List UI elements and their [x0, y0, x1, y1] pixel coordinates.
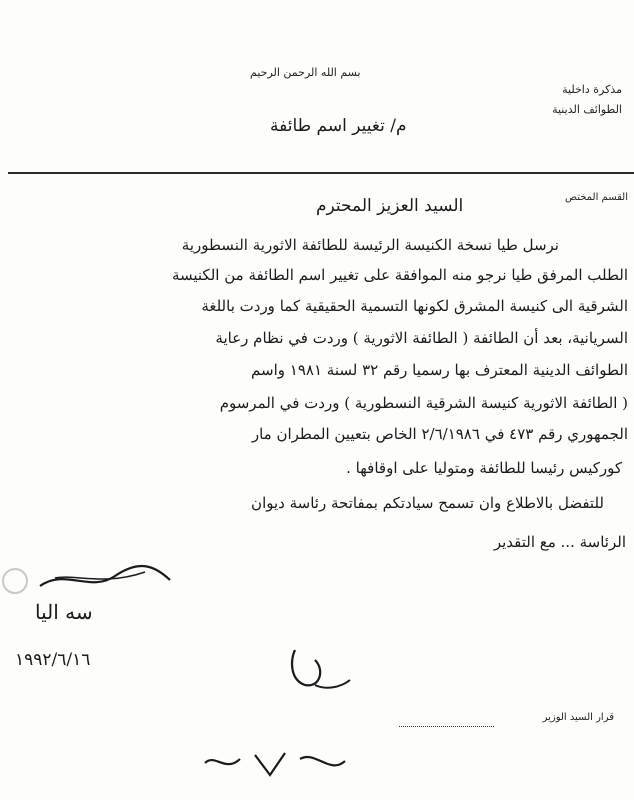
body-line: ( الطائفة الاثورية كنيسة الشرقية النسطورية ) وردت في المرسوم: [219, 394, 628, 412]
salutation: السيد العزيز المحترم: [316, 196, 464, 216]
header-divider: [8, 172, 634, 174]
body-line: نرسل طيا نسخة الكنيسة الرئيسة للطائفة الاثورية النسطورية: [181, 236, 559, 254]
body-line: الطوائف الدينية المعترف بها رسميا رقم ٣٢ لسنة ١٩٨١ واسم: [251, 361, 628, 379]
body-line: الشرقية الى كنيسة المشرق لكونها التسمية الحقيقية كما وردت باللغة: [201, 297, 628, 315]
initials-mark: [285, 640, 355, 700]
signature-date: ١٩٩٢/٦/١٦: [15, 650, 91, 670]
body-line: الطلب المرفق طيا نرجو منه الموافقة على تغيير اسم الطائفة من الكنيسة: [171, 266, 628, 284]
subject-line: م/ تغيير اسم طائفة: [270, 116, 407, 136]
body-line: كوركيس رئيسا للطائفة ومتوليا على اوقافها .: [346, 459, 622, 477]
memo-type-label: مذكرة داخلية: [562, 83, 622, 96]
signature-scribble: [35, 558, 175, 598]
minister-mark: [200, 745, 350, 785]
decision-label: قرار السيد الوزير: [542, 712, 614, 723]
body-line: الرئاسة ... مع التقدير: [493, 533, 626, 551]
basmala-heading: بسم الله الرحمن الرحيم: [250, 66, 361, 79]
body-line: للتفضل بالاطلاع وان تسمح سيادتكم بمفاتحة رئاسة ديوان: [251, 494, 604, 512]
signer-name: سه اليا: [35, 600, 93, 624]
section-label: القسم المختص: [565, 192, 628, 203]
body-line: الجمهوري رقم ٤٧٣ في ٢/٦/١٩٨٦ الخاص بتعيين المطران مار: [251, 425, 628, 443]
body-line: السريانية، بعد أن الطائفة ( الطائفة الاثورية ) وردت في نظام رعاية: [215, 329, 628, 347]
punch-hole: [2, 568, 28, 594]
office-label: الطوائف الدينية: [552, 103, 622, 116]
decision-line: [399, 726, 494, 727]
